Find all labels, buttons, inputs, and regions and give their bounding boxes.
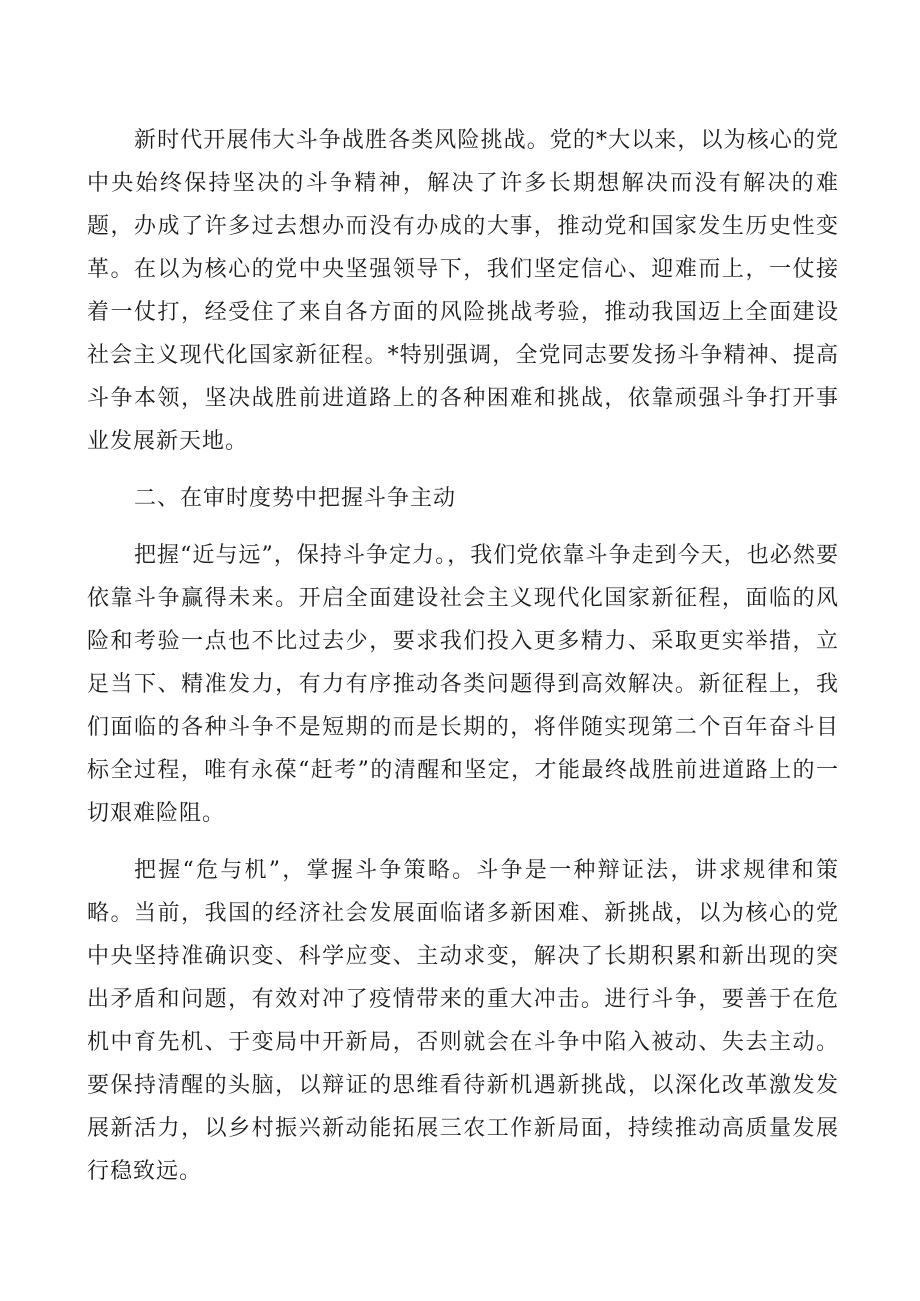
- paragraph-near-far: 把握“近与远”，保持斗争定力。，我们党依靠斗争走到今天，也必然要依靠斗争赢得未来。开启全面建设社会主义现代化国家新征程，面临的风险和考验一点也不比过去少，要求我们投入更多精力、采取更实举措，立足当下、精准发力，有力有序推动各类问题得到高效解决。新征程上，我们面临的各种斗争不是短期的而是长期的，将伴随实现第二个百年奋斗目标全过程，唯有永葆“赶考”的清醒和坚定，才能最终战胜前进道路上的一切艰难险阻。: [87, 543, 839, 826]
- paragraph-crisis-opportunity: 把握“危与机”，掌握斗争策略。斗争是一种辩证法，讲求规律和策略。当前，我国的经济社会发展面临诸多新困难、新挑战，以为核心的党中央坚持准确识变、科学应变、主动求变，解决了长期积累和新出现的突出矛盾和问题，有效对冲了疫情带来的重大冲击。进行斗争，要善于在危机中育先机、于变局中开新局，否则就会在斗争中陷入被动、失去主动。要保持清醒的头脑，以辩证的思维看待新机遇新挑战，以深化改革激发发展新活力，以乡村振兴新动能拓展三农工作新局面，持续推动高质量发展行稳致远。: [87, 858, 839, 1184]
- document-body: [87, 119, 839, 1207]
- paragraph-intro: 新时代开展伟大斗争战胜各类风险挑战。党的*大以来，以为核心的党中央始终保持坚决的斗争精神，解决了许多长期想解决而没有解决的难题，办成了许多过去想办而没有办成的大事，推动党和国家发生历史性变革。在以为核心的党中央坚强领导下，我们坚定信心、迎难而上，一仗接着一仗打，经受住了来自各方面的风险挑战考验，推动我国迈上全面建设社会主义现代化国家新征程。*特别强调，全党同志要发扬斗争精神、提高斗争本领，坚决战胜前进道路上的各种困难和挑战，依靠顽强斗争打开事业发展新天地。: [87, 128, 839, 454]
- section-heading: 二、在审时度势中把握斗争主动: [134, 486, 457, 511]
